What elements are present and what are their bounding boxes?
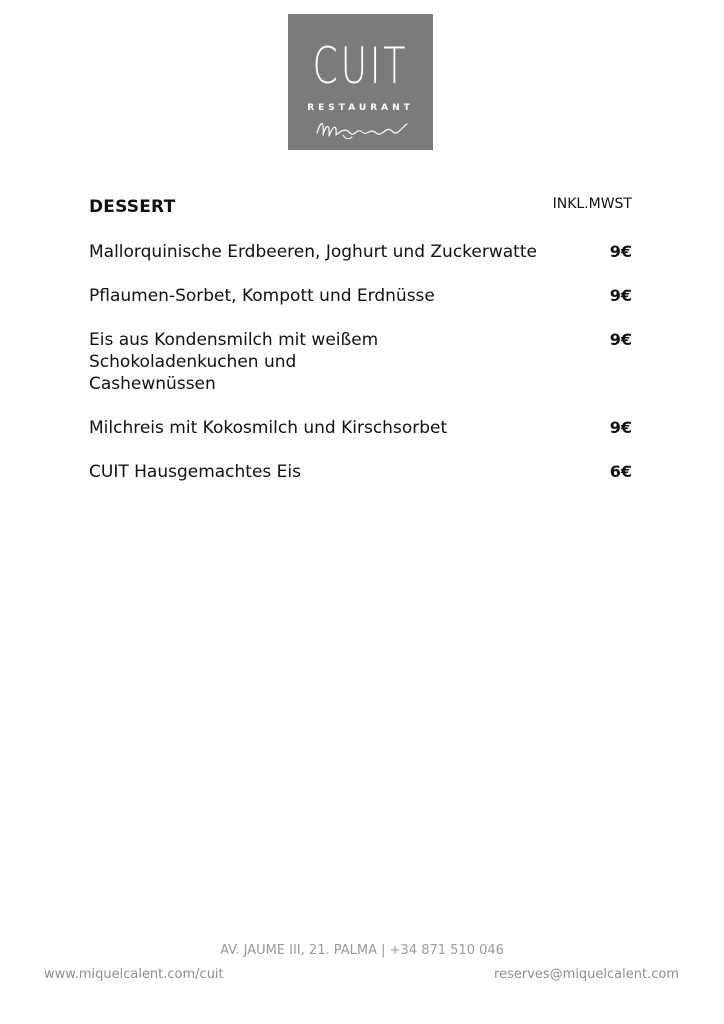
tax-note: INKL.MWST: [552, 196, 632, 212]
menu-item: [89, 329, 632, 395]
menu-item-price: 6€: [609, 462, 632, 481]
logo-signature-mark: [312, 115, 412, 143]
menu-item-name: Pflaumen-Sorbet, Kompott und Erdnüsse: [89, 286, 435, 306]
menu-item-price: 9€: [609, 330, 632, 349]
menu-item-name: Milchreis mit Kokosmilch und Kirschsorbet: [89, 418, 448, 438]
footer-website-link[interactable]: www.miquelcalent.com/cuit: [44, 967, 224, 982]
dessert-menu-list: [89, 241, 632, 505]
menu-item: [89, 461, 632, 483]
logo-subtitle: RESTAURANT: [307, 103, 414, 113]
menu-item-price: 9€: [609, 242, 632, 261]
logo-name: CUIT: [312, 37, 409, 95]
footer-email-link[interactable]: reserves@miquelcalent.com: [494, 967, 679, 982]
menu-item: [89, 417, 632, 439]
menu-item-price: 9€: [609, 418, 632, 437]
restaurant-logo: [288, 14, 433, 150]
menu-item-name: Eis aus Kondensmilch mit weißem Schokoladenkuchen und Cashewnüssen: [89, 330, 379, 394]
footer-address: AV. JAUME III, 21. PALMA | +34 871 510 046: [220, 943, 504, 958]
section-title: DESSERT: [89, 197, 176, 217]
menu-item-name: Mallorquinische Erdbeeren, Joghurt und Zuckerwatte: [89, 242, 537, 262]
menu-item-price: 9€: [609, 286, 632, 305]
menu-item: [89, 285, 632, 307]
menu-item-name: CUIT Hausgemachtes Eis: [89, 462, 302, 482]
menu-item: [89, 241, 632, 263]
